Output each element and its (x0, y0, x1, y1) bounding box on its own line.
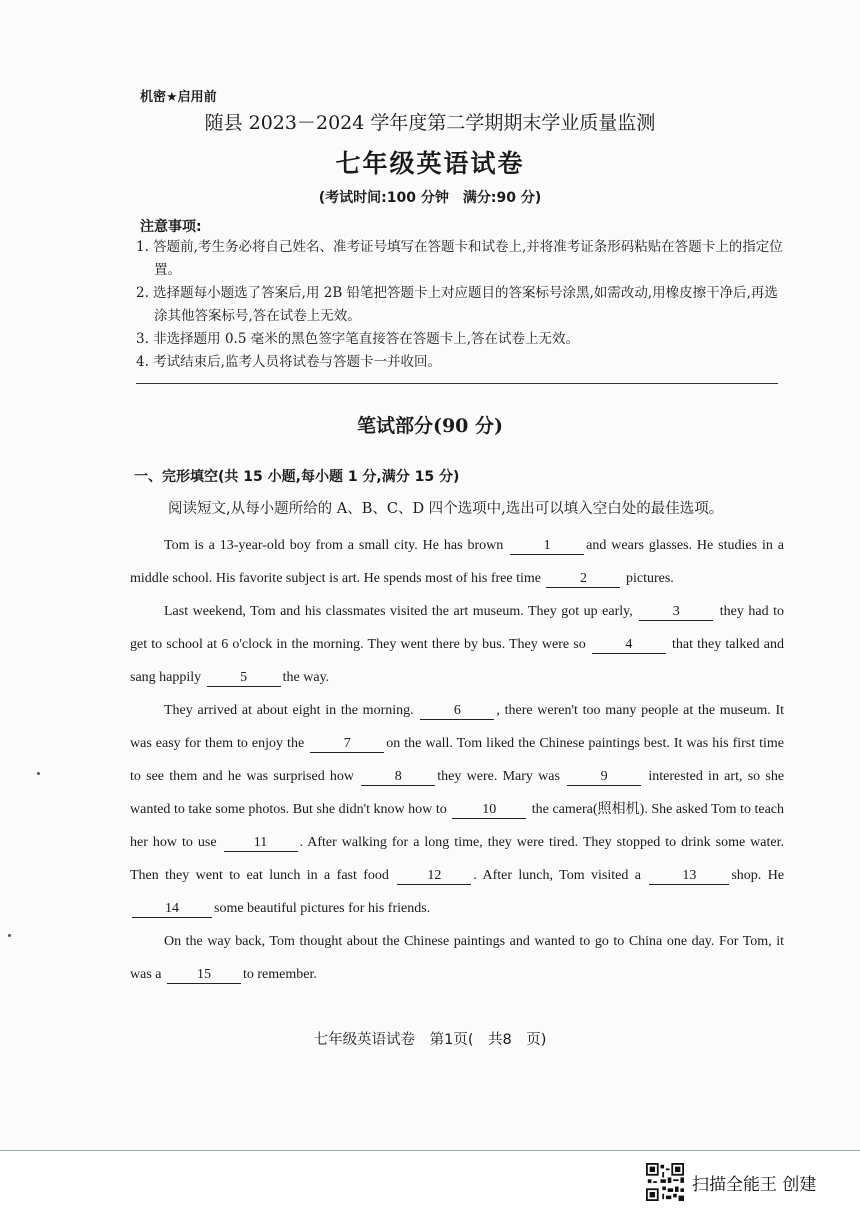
passage-text: They arrived at about eight in the morning. (164, 703, 414, 718)
blank-11: 11 (224, 834, 298, 852)
section-title: 笔试部分(90 分) (356, 415, 504, 437)
part-instruction: 阅读短文,从每小题所给的 A、B、C、D 四个选项中,选出可以填入空白处的最佳选项。 (168, 501, 724, 517)
blank-8: 8 (361, 768, 435, 786)
scan-border (0, 1150, 860, 1151)
note-item-2: 2. 选择题每小题选了答案后,用 2B 铅笔把答题卡上对应题目的答案标号涂黑,如需改动,用橡皮擦干净后,再选涂其他答案标号,答在试卷上无效。 (136, 285, 778, 324)
blank-5: 5 (207, 669, 281, 687)
confidential-label: 机密★启用前 (140, 90, 217, 105)
notes-heading: 注意事项: (140, 219, 202, 235)
note-item-4: 4. 考试结束后,监考人员将试卷与答题卡一并收回。 (136, 354, 441, 370)
passage-text: . After lunch, Tom visited a (473, 868, 641, 883)
passage-paragraph-3 (130, 694, 784, 925)
scanner-watermark (646, 1162, 816, 1202)
blank-3: 3 (639, 603, 713, 621)
passage-text: some beautiful pictures for his friends. (214, 901, 431, 916)
passage-text: they had to get to school at 6 o'clock in the morning. They went there by bus. They were so (130, 604, 784, 652)
passage-text: the camera(照相机). She asked Tom to teach her how to use (130, 802, 785, 850)
blank-4: 4 (592, 636, 666, 654)
scan-speck (8, 934, 11, 937)
exam-title: 随县 2023－2024 学年度第二学期期末学业质量监测 (204, 112, 656, 134)
passage-text: . After walking for a long time, they were tired. They stopped to drink some water. Then they went to eat lunch in a fast food (130, 835, 784, 883)
passage-text: to remember. (243, 967, 317, 982)
blank-2: 2 (546, 570, 620, 588)
passage-text: Last weekend, Tom and his classmates visited the art museum. They got up early, (164, 604, 633, 619)
blank-6: 6 (420, 702, 494, 720)
passage-paragraph-2 (130, 595, 784, 694)
passage-text: on the wall. Tom liked the Chinese paintings best. It was his first time to see them and he was surprised how (130, 736, 785, 784)
passage-text: shop. He (731, 868, 785, 883)
part-heading: 一、完形填空(共 15 小题,每小题 1 分,满分 15 分) (134, 469, 460, 485)
blank-10: 10 (452, 801, 526, 819)
watermark-text: 扫描全能王 创建 (692, 1174, 817, 1195)
note-item-1: 1. 答题前,考生务必将自己姓名、准考证号填写在答题卡和试卷上,并将准考证条形码粘贴在答题卡上的指定位置。 (136, 239, 783, 278)
passage-text: Tom is a 13-year-old boy from a small city. He has brown (164, 538, 504, 553)
passage-paragraph-4 (130, 925, 784, 991)
passage-text: On the way back, Tom thought about the Chinese paintings and wanted to go to China one day. For Tom, it was a (130, 934, 784, 982)
divider-line (136, 383, 778, 384)
passage-text: interested in art, so she wanted to take some photos. But she didn't know how to (130, 769, 785, 817)
passage-text: , there weren't too many people at the museum. It was easy for them to enjoy the (130, 703, 784, 751)
cloze-passage (130, 529, 784, 991)
notes-list (136, 236, 786, 374)
passage-text: and wears glasses. He studies in a middle school. His favorite subject is art. He spends most of his free time (130, 538, 785, 586)
blank-7: 7 (310, 735, 384, 753)
blank-1: 1 (510, 537, 584, 555)
passage-text: the way. (282, 670, 330, 685)
passage-text: that they talked and sang happily (130, 637, 784, 685)
blank-9: 9 (567, 768, 641, 786)
qr-code-icon (646, 1163, 684, 1201)
blank-14: 14 (132, 900, 212, 918)
blank-12: 12 (397, 867, 471, 885)
note-item-3: 3. 非选择题用 0.5 毫米的黑色签字笔直接答在答题卡上,答在试卷上无效。 (136, 331, 580, 347)
blank-15: 15 (167, 966, 241, 984)
passage-text: pictures. (625, 571, 674, 586)
passage-text: they were. Mary was (437, 769, 560, 784)
passage-paragraph-1 (130, 529, 784, 595)
subject-title: 七年级英语试卷 (335, 149, 525, 178)
page-footer: 七年级英语试卷 第1页( 共8 页) (313, 1032, 547, 1048)
blank-13: 13 (649, 867, 729, 885)
exam-info: (考试时间:100 分钟 满分:90 分) (318, 190, 542, 206)
scan-speck (37, 772, 40, 775)
